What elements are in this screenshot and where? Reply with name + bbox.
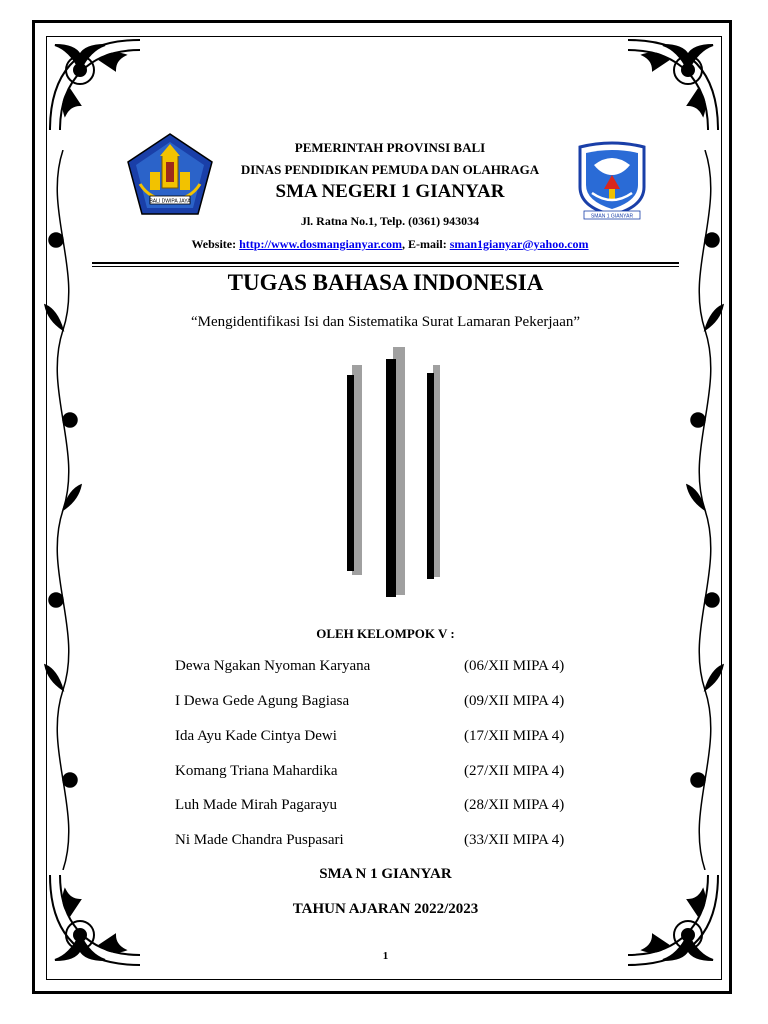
left-logo-banner: BALI DWIPA JAYA xyxy=(149,198,191,205)
member-id: (17/XII MIPA 4) xyxy=(464,728,565,744)
email-link[interactable]: sman1gianyar@yahoo.com xyxy=(449,237,589,251)
website-label: Website: xyxy=(191,237,240,251)
page-number: 1 xyxy=(382,950,389,962)
header-school-name: SMA NEGERI 1 GIANYAR xyxy=(275,181,505,202)
header-divider-thick xyxy=(92,262,679,264)
member-id: (28/XII MIPA 4) xyxy=(464,797,565,813)
decorative-bars xyxy=(340,345,440,600)
member-name: Ni Made Chandra Puspasari xyxy=(175,832,344,848)
website-link[interactable]: http://www.dosmangianyar.com xyxy=(239,237,403,251)
footer-academic-year: TAHUN AJARAN 2022/2023 xyxy=(292,901,479,917)
ornament-top-right xyxy=(618,30,728,140)
group-heading: OLEH KELOMPOK V : xyxy=(316,626,455,641)
member-id: (06/XII MIPA 4) xyxy=(464,658,565,674)
email-label: , E-mail: xyxy=(402,237,450,251)
ornament-right-vine xyxy=(680,150,730,870)
header-department: DINAS PENDIDIKAN PEMUDA DAN OLAHRAGA xyxy=(240,162,540,177)
member-id: (09/XII MIPA 4) xyxy=(464,693,565,709)
member-id: (27/XII MIPA 4) xyxy=(464,763,565,779)
member-name: Luh Made Mirah Pagarayu xyxy=(175,797,338,813)
member-name: I Dewa Gede Agung Bagiasa xyxy=(175,693,350,709)
footer-school: SMA N 1 GIANYAR xyxy=(319,866,452,882)
ornament-top-left xyxy=(40,30,150,140)
document-title: TUGAS BAHASA INDONESIA xyxy=(227,270,544,295)
document-subtitle: “Mengidentifikasi Isi dan Sistematika Surat Lamaran Pekerjaan” xyxy=(190,314,581,330)
header-contact xyxy=(100,237,680,252)
ornament-left-vine xyxy=(38,150,88,870)
member-id: (33/XII MIPA 4) xyxy=(464,832,565,848)
member-name: Ida Ayu Kade Cintya Dewi xyxy=(175,728,337,744)
member-name: Dewa Ngakan Nyoman Karyana xyxy=(175,658,371,674)
header-government: PEMERINTAH PROVINSI BALI xyxy=(294,140,486,155)
right-logo-banner: SMAN 1 GIANYAR xyxy=(590,213,634,220)
member-name: Komang Triana Mahardika xyxy=(175,763,338,779)
header-divider-thin xyxy=(92,266,679,267)
header-address: Jl. Ratna No.1, Telp. (0361) 943034 xyxy=(300,214,480,228)
